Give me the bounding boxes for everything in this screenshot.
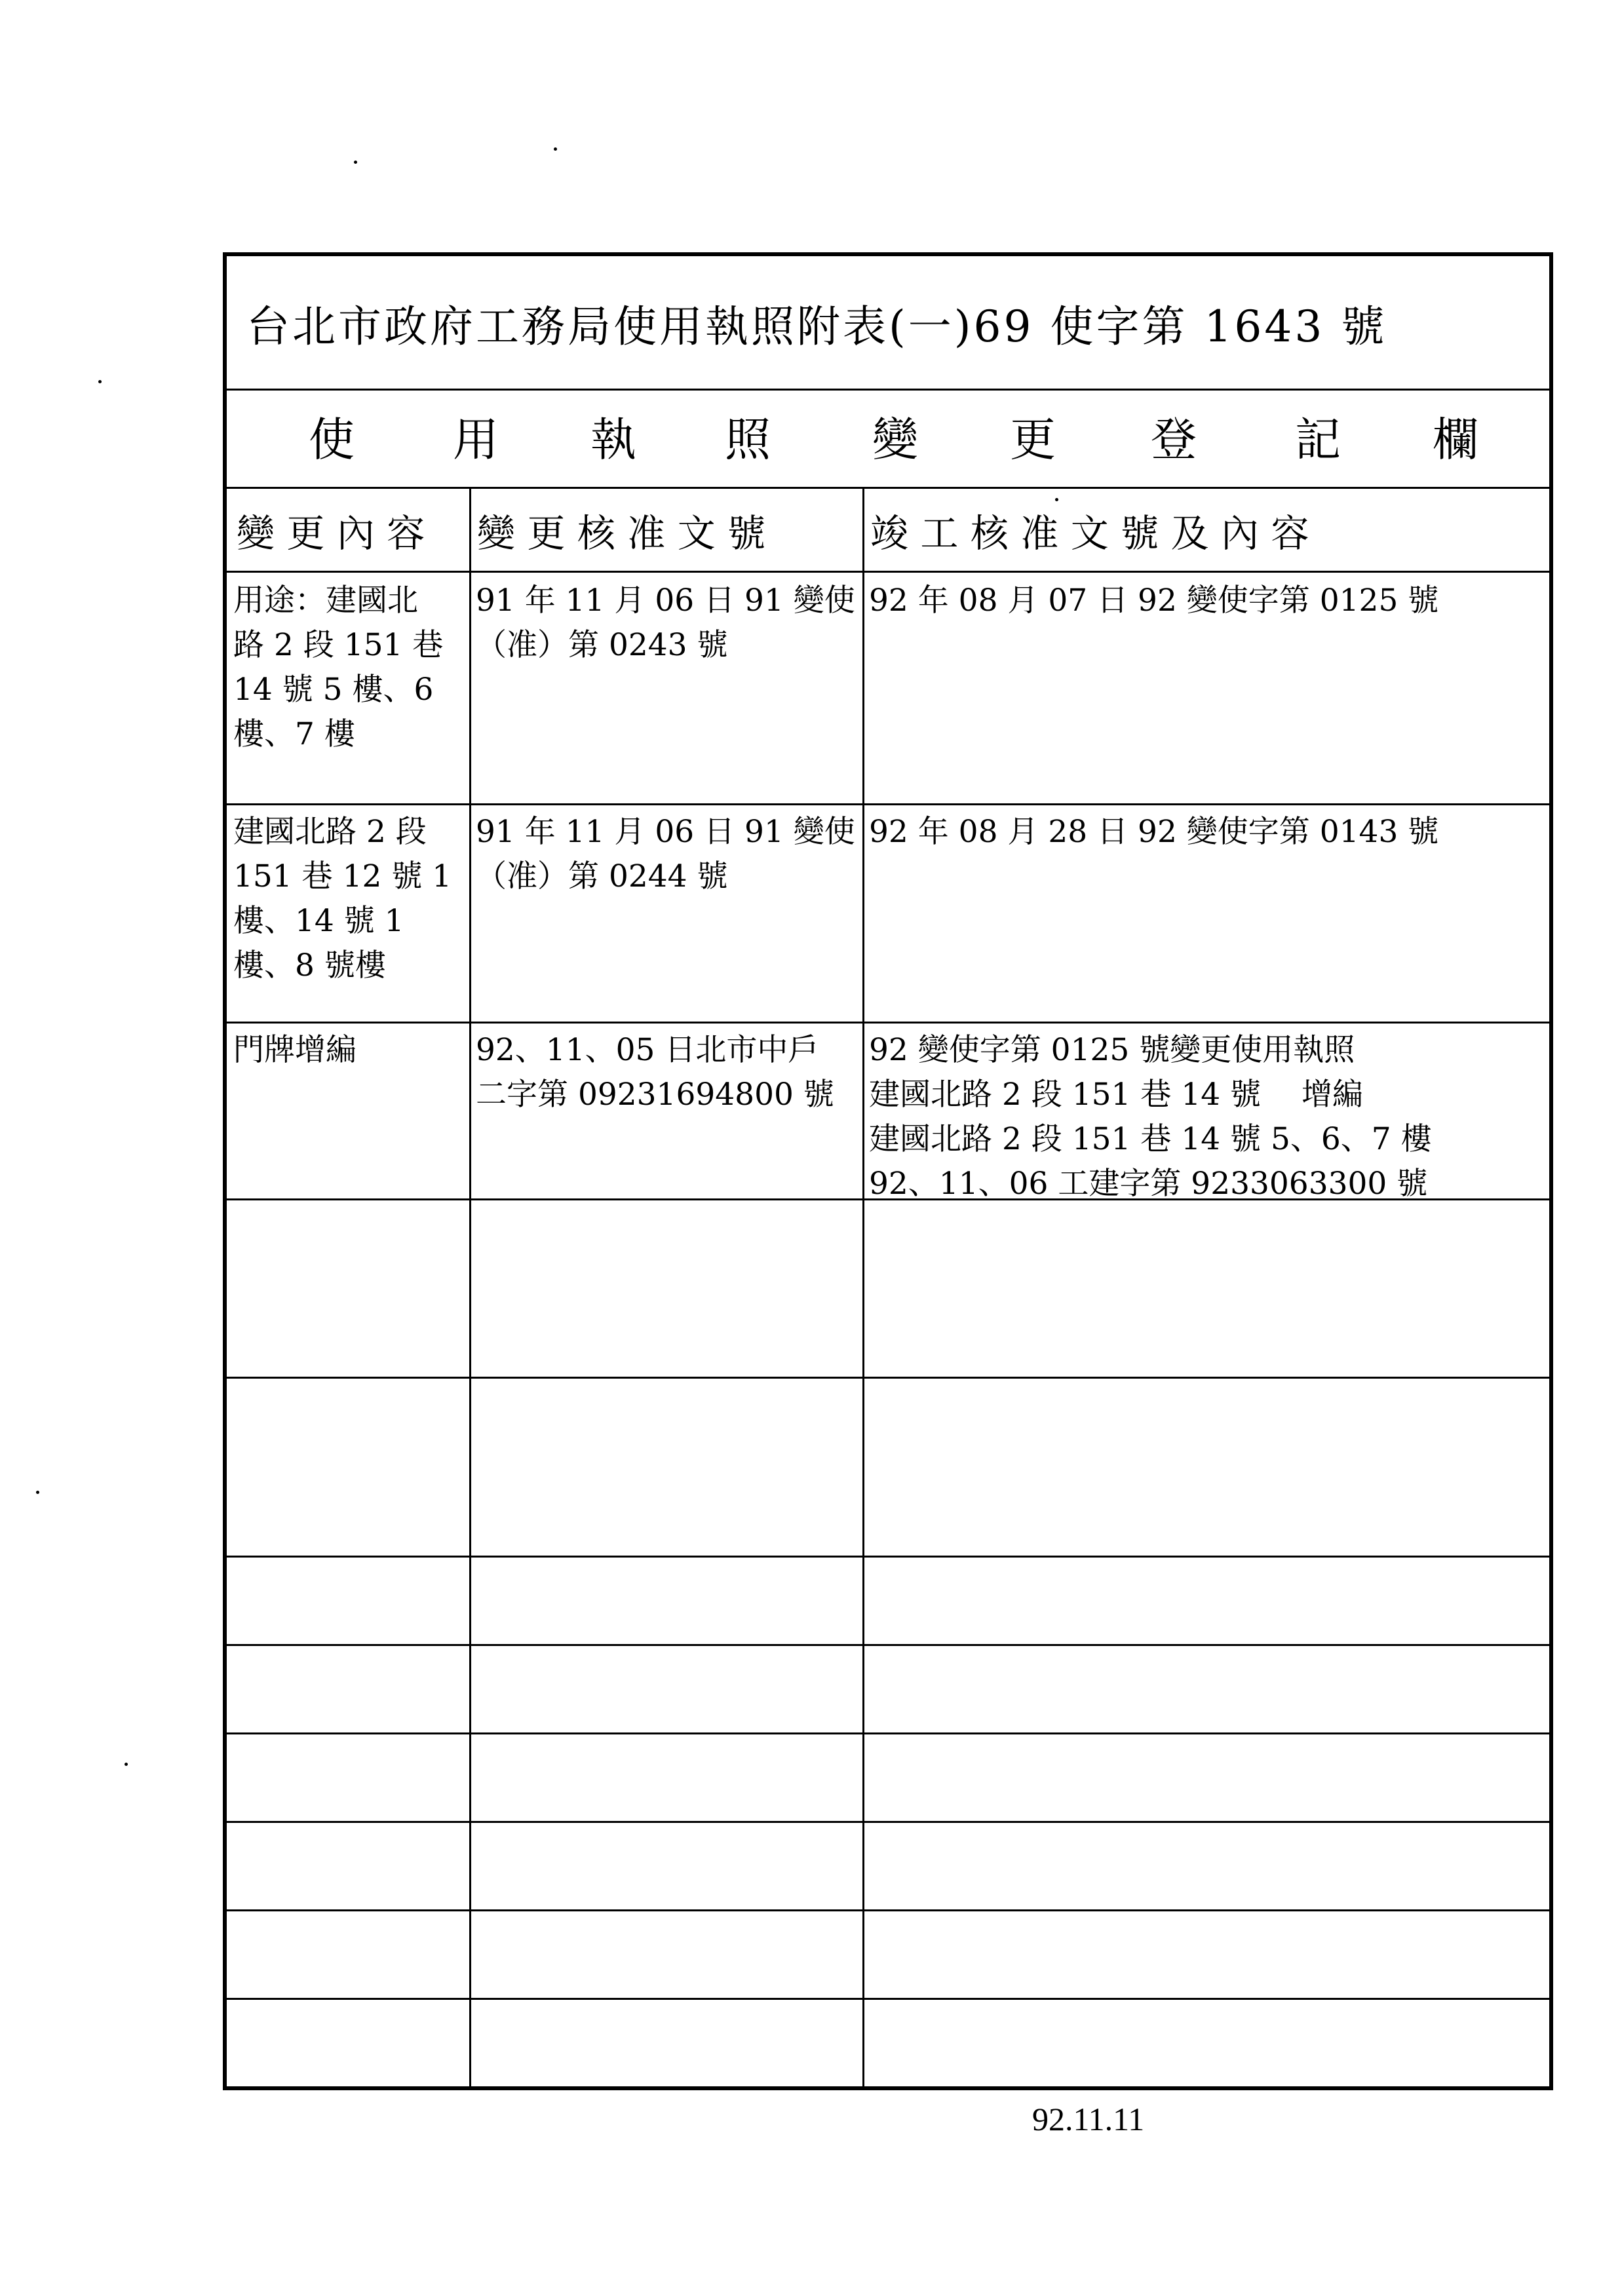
scan-speck [1055,498,1058,501]
header-change-approval-no: 變 更 核 准 文 號 [477,510,766,556]
page-title: 台北市政府工務局使用執照附表(一)69 使字第 1643 號 [246,301,1387,352]
row-divider [227,1821,1549,1823]
row-divider [227,571,1549,573]
row-divider [227,1377,1549,1379]
row-1-completion: 92 年 08 月 07 日 92 變使字第 0125 號 [869,583,1439,619]
row-3-approval: 92、11、05 日北市中戶 二字第 09231694800 號 [476,1032,834,1113]
subtitle-char: 執 [590,413,636,467]
subtitle-row [227,391,1549,489]
scan-speck [36,1491,39,1494]
subtitle-char: 用 [453,413,499,467]
scan-speck [98,380,102,383]
row-divider [227,1556,1549,1558]
footer-date: 92.11.11 [1032,2101,1145,2137]
subtitle-char: 記 [1295,413,1341,467]
scan-speck [354,161,357,164]
row-2-content: 建國北路 2 段 151 巷 12 號 1 樓、14 號 1 樓、8 號樓 [233,814,452,984]
scan-speck [125,1763,128,1766]
subtitle-char: 照 [725,413,771,467]
row-divider [227,803,1549,805]
subtitle-char: 更 [1010,413,1056,467]
subtitle-char: 變 [872,413,918,467]
header-completion-approval: 竣 工 核 准 文 號 及 內 容 [870,510,1309,556]
scan-speck [554,147,557,151]
row-2-approval: 91 年 11 月 06 日 91 變使 （准）第 0244 號 [476,814,855,894]
title-row [227,256,1549,391]
registration-table [223,252,1553,2090]
row-3-completion: 92 變使字第 0125 號變更使用執照 建國北路 2 段 151 巷 14 號 增編 建國北路 2 段 151 巷 14 號 5、6、7 樓 92、11、06 工建字第 9233063300 號 [869,1032,1432,1202]
subtitle-char: 欄 [1433,413,1478,467]
row-1-approval: 91 年 11 月 06 日 91 變使 （准）第 0243 號 [476,583,855,663]
row-divider [227,1909,1549,1911]
row-divider [227,1998,1549,2000]
row-divider [227,1022,1549,1024]
row-2-completion: 92 年 08 月 28 日 92 變使字第 0143 號 [869,814,1439,850]
row-divider [227,1644,1549,1646]
row-divider [227,1732,1549,1734]
subtitle-char: 使 [309,413,355,467]
row-3-content: 門牌增編 [233,1032,357,1068]
subtitle-char: 登 [1151,413,1197,467]
column-divider [469,489,471,2086]
row-1-content: 用途：建國北 路 2 段 151 巷 14 號 5 樓、6 樓、7 樓 [233,583,444,752]
column-divider [862,489,864,2086]
header-change-content: 變 更 內 容 [237,510,425,556]
